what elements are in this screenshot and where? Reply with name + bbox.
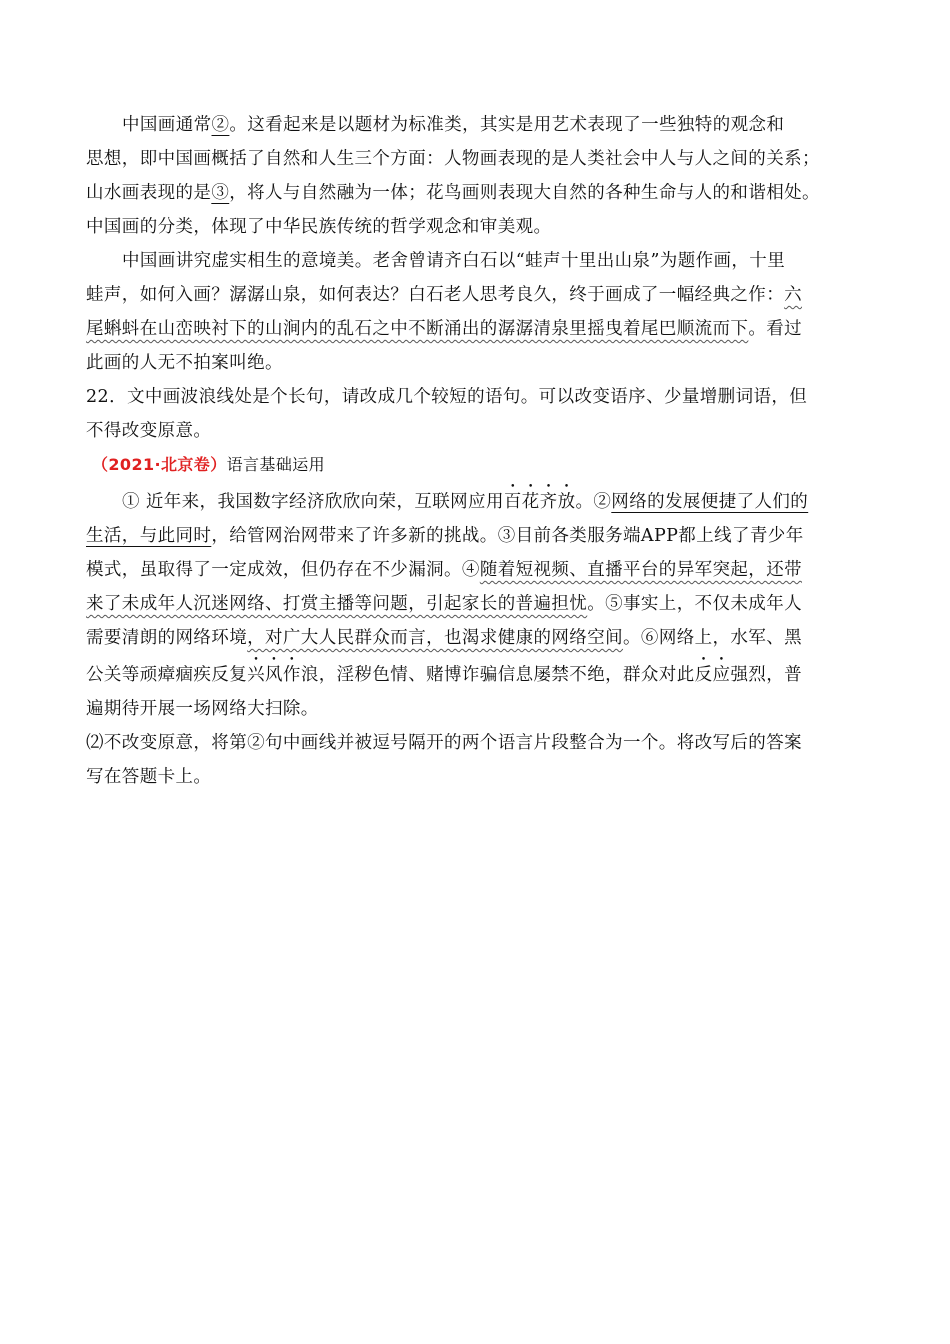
wavy-text: 来了未成年人沉迷网络、打赏主播等问题，引起家长的普遍担忧 xyxy=(86,594,588,614)
section-title: 语言基础运用 xyxy=(226,455,326,474)
section2-line7: 遍期待开展一场网络大扫除。 xyxy=(86,699,319,719)
wavy-text: 尾蝌蚪在山峦映衬下的山涧内的乱石之中不断涌出的潺潺清泉里摇曳着尾巴顺流而下 xyxy=(86,319,749,339)
text: 山水画表现的是 xyxy=(86,183,212,203)
question-22-line2: 不得改变原意。 xyxy=(86,421,212,441)
dotted-text: 百花齐放 xyxy=(503,492,576,512)
text: 。这看起来是以题材为标准类，其实是用艺术表现了一些独特的观念和 xyxy=(229,115,785,135)
section2-line6 xyxy=(86,655,866,692)
passage1-p1-line1 xyxy=(86,108,866,142)
text: 中国画通常 xyxy=(122,115,212,135)
text: 模式，虽取得了一定成效，但仍存在不少漏洞。④ xyxy=(86,560,480,580)
passage1-p2-line4: 此画的人无不拍案叫绝。 xyxy=(86,353,283,373)
section2-line4 xyxy=(86,587,866,621)
text: 。② xyxy=(575,492,612,512)
passage1-p2-line1: 中国画讲究虚实相生的意境美。老舍曾请齐白石以“蛙声十里出山泉”为题作画，十里 xyxy=(122,251,786,271)
text: 。⑤事实上，不仅未成年人 xyxy=(587,594,803,614)
text: ，将人与自然融为一体；花鸟画则表现大自然的各种生命与人的和谐相处。 xyxy=(229,183,820,203)
text: 需要清朗的网络环境 xyxy=(86,628,248,648)
section2-line3 xyxy=(86,553,866,587)
document-page xyxy=(86,108,866,794)
question-2-line1: ⑵不改变原意，将第②句中画线并被逗号隔开的两个语言片段整合为一个。将改写后的答案 xyxy=(86,733,802,753)
text: 公关等顽瘴痼疾反复 xyxy=(86,665,248,685)
text: ① 近年来，我国数字经济欣欣向荣，互联网应用 xyxy=(122,492,504,512)
question-22-line1: 22．文中画波浪线处是个长句，请改成几个较短的语句。可以改变语序、少量增删词语，但 xyxy=(86,387,808,407)
text: ，给管网治网带来了许多新的挑战。③目前各类服务端APP都上线了青少年 xyxy=(211,526,804,546)
dotted-text: 兴风作 xyxy=(247,665,301,685)
passage1-p2-line3 xyxy=(86,312,866,346)
section2-line1 xyxy=(86,482,866,519)
text: 。看过 xyxy=(748,319,803,339)
section2-line5 xyxy=(86,621,866,655)
passage1-p1-line3 xyxy=(86,176,866,210)
passage1-p2-line2 xyxy=(86,278,866,312)
wavy-text: 六 xyxy=(784,285,803,305)
passage1-p1-line4: 中国画的分类，体现了中华民族传统的哲学观念和审美观。 xyxy=(86,217,552,237)
section-heading xyxy=(86,448,866,482)
text: 浪，淫秽色情、赌博诈骗信息屡禁不绝，群众对此 xyxy=(300,665,695,685)
dotted-text: 反应 xyxy=(694,665,731,685)
text: 蛙声，如何入画？潺潺山泉，如何表达？白石老人思考良久，终于画成了一幅经典之作： xyxy=(86,285,785,305)
blank-3: ③ xyxy=(211,183,230,203)
question-2-line2: 写在答题卡上。 xyxy=(86,767,212,787)
passage1-p1-line2: 思想，即中国画概括了自然和人生三个方面：人物画表现的是人类社会中人与人之间的关系； xyxy=(86,149,820,169)
underlined-text: 生活，与此同时 xyxy=(86,526,212,546)
section2-line2 xyxy=(86,519,866,553)
text: 强烈，普 xyxy=(730,665,803,685)
wavy-text: 随着短视频、直播平台的异军突起，还带 xyxy=(479,560,803,580)
source-label: （2021·北京卷） xyxy=(92,455,227,474)
underlined-text: 网络的发展便捷了人们的 xyxy=(611,492,809,512)
blank-2: ② xyxy=(211,115,230,135)
wavy-text: ，对广大人民群众而言，也渴求健康的网络空间 xyxy=(247,628,624,648)
text: 。⑥网络上，水军、黑 xyxy=(623,628,803,648)
